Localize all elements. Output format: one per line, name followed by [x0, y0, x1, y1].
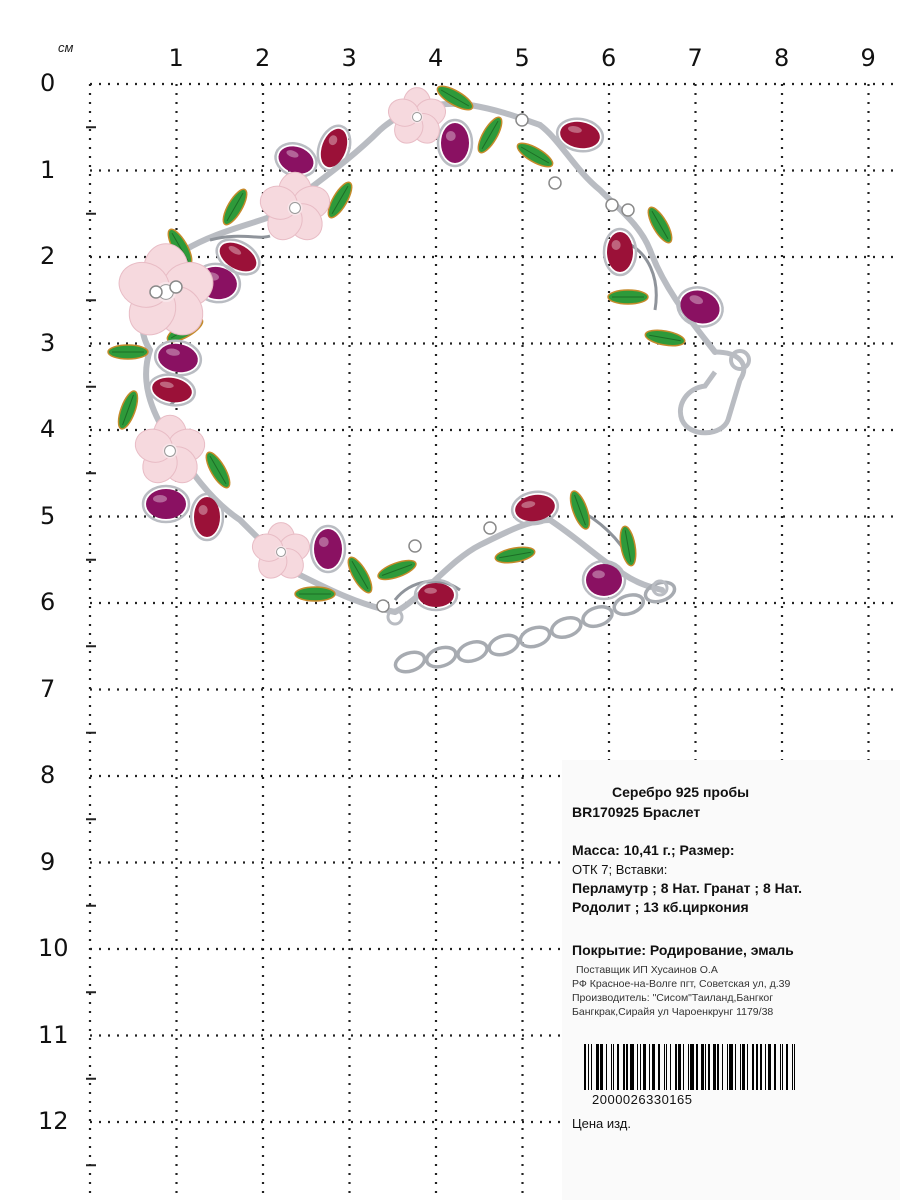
enamel-leaf — [618, 525, 639, 567]
enamel-leaf — [115, 389, 142, 431]
enamel-leaf — [202, 449, 234, 491]
enamel-leaf — [219, 186, 251, 228]
barcode-bar — [727, 1044, 728, 1090]
y-axis-label: 4 — [40, 415, 56, 443]
gemstone — [438, 120, 472, 166]
tag-manufacturer: Производитель: "Сисом"Таиланд,Бангког — [572, 992, 774, 1004]
gem-highlight — [319, 537, 329, 547]
x-axis-label: 4 — [428, 44, 444, 72]
barcode-number: 2000026330165 — [592, 1092, 693, 1107]
barcode-bar — [690, 1044, 694, 1090]
cubic-zirconia — [484, 522, 496, 534]
cubic-zirconia — [622, 204, 634, 216]
flower-zircon — [277, 548, 286, 557]
enamel-leaf — [644, 328, 686, 349]
barcode-bar — [630, 1044, 634, 1090]
flower-zircon — [165, 446, 176, 457]
y-axis-label: 12 — [38, 1107, 69, 1135]
cubic-zirconia — [377, 600, 389, 612]
gem-stone — [146, 489, 186, 519]
tag-inserts-label: ОТК 7; Вставки: — [572, 862, 668, 877]
barcode-bar — [747, 1044, 748, 1090]
y-axis-label: 10 — [38, 934, 69, 962]
gemstone — [583, 561, 625, 599]
enamel-leaf — [608, 290, 648, 304]
gem-stone — [607, 232, 633, 272]
flower-zircon — [290, 203, 301, 214]
silver-tendril — [210, 236, 270, 240]
barcode-bar — [701, 1044, 703, 1090]
barcode-bar — [596, 1044, 598, 1090]
y-axis-label: 7 — [40, 674, 56, 703]
barcode-bar — [643, 1044, 645, 1090]
barcode-bar — [613, 1044, 614, 1090]
barcode-bar — [782, 1044, 783, 1090]
gem-stone — [441, 123, 469, 163]
tag-supplier: Поставщик ИП Хусаинов О.А — [576, 964, 718, 976]
barcode-bar — [688, 1044, 689, 1090]
bracelet-image — [108, 82, 749, 675]
y-axis-label: 8 — [40, 761, 56, 789]
gemstone — [143, 486, 189, 522]
unit-label: см — [58, 40, 74, 55]
chain-link — [455, 638, 489, 664]
enamel-leaf — [644, 204, 676, 246]
x-axis-label: 7 — [687, 44, 703, 72]
barcode-bar — [740, 1044, 741, 1090]
barcode-bar — [649, 1044, 650, 1090]
barcode-bar — [617, 1044, 619, 1090]
gem-highlight — [446, 131, 456, 141]
barcode-bar — [623, 1044, 625, 1090]
y-axis-label: 3 — [40, 328, 56, 357]
barcode-bar — [600, 1044, 604, 1090]
x-axis-label: 8 — [774, 44, 790, 72]
barcode — [584, 1044, 798, 1090]
barcode-bar — [626, 1044, 627, 1090]
gemstone — [311, 526, 345, 572]
barcode-bar — [591, 1044, 592, 1090]
enamel-leaf — [567, 489, 594, 531]
x-axis-label: 3 — [341, 44, 357, 72]
gem-stone — [314, 529, 342, 569]
gem-highlight — [612, 240, 621, 250]
barcode-bar — [611, 1044, 612, 1090]
cubic-zirconia — [150, 286, 162, 298]
barcode-bar — [742, 1044, 744, 1090]
barcode-bar — [780, 1044, 781, 1090]
chain-link — [393, 649, 427, 675]
cubic-zirconia — [409, 540, 421, 552]
tag-coating: Покрытие: Родирование, эмаль — [572, 942, 794, 958]
cubic-zirconia — [516, 114, 528, 126]
price-label: Цена изд. — [572, 1116, 632, 1131]
barcode-bar — [705, 1044, 706, 1090]
cubic-zirconia — [549, 177, 561, 189]
gem-stone — [194, 497, 220, 537]
y-axis-label: 0 — [40, 69, 56, 97]
barcode-bar — [584, 1044, 586, 1090]
barcode-bar — [675, 1044, 677, 1090]
barcode-bar — [794, 1044, 795, 1090]
barcode-bar — [666, 1044, 667, 1090]
y-axis-label: 1 — [40, 155, 56, 184]
tag-address: РФ Красное-на-Волге пгт, Советская ул, д.39 — [572, 978, 791, 990]
barcode-bar — [729, 1044, 733, 1090]
barcode-bar — [678, 1044, 680, 1090]
barcode-bar — [606, 1044, 607, 1090]
chain-link — [549, 614, 583, 640]
barcode-bar — [652, 1044, 656, 1090]
chain-link — [424, 644, 458, 670]
gemstone — [191, 494, 223, 540]
barcode-bar — [696, 1044, 697, 1090]
gemstone — [604, 229, 636, 275]
barcode-bar — [768, 1044, 772, 1090]
barcode-bar — [658, 1044, 660, 1090]
x-axis-label: 1 — [168, 44, 184, 72]
chain-link — [487, 632, 521, 658]
barcode-bar — [722, 1044, 723, 1090]
chain-link — [518, 624, 552, 650]
y-axis-label: 6 — [40, 588, 56, 616]
tag-manufacturer-address: Бангкрак,Сирайя ул Чароенкрунг 1179/38 — [572, 1006, 774, 1018]
tag-inserts-2: Родолит ; 13 кб.циркония — [572, 899, 749, 915]
barcode-bar — [735, 1044, 736, 1090]
x-axis-label: 2 — [255, 44, 271, 72]
enamel-leaf — [474, 114, 506, 156]
enamel-leaf — [376, 557, 418, 584]
x-axis-label: 5 — [514, 44, 530, 72]
gem-stone — [586, 564, 622, 596]
y-axis-label: 5 — [40, 501, 56, 530]
mother-of-pearl-flower — [113, 244, 219, 344]
barcode-bar — [670, 1044, 671, 1090]
gem-stone — [418, 583, 454, 607]
cubic-zirconia — [606, 199, 618, 211]
enamel-leaf — [494, 545, 536, 566]
tag-inserts-1: Перламутр ; 8 Нат. Гранат ; 8 Нат. — [572, 880, 803, 896]
gem-highlight — [153, 495, 167, 503]
barcode-bar — [708, 1044, 709, 1090]
tag-article: BR170925 Браслет — [572, 804, 701, 820]
x-axis-label: 9 — [860, 44, 876, 72]
barcode-bar — [683, 1044, 684, 1090]
gem-highlight — [199, 505, 208, 515]
cubic-zirconia — [170, 281, 182, 293]
gem-highlight — [424, 588, 437, 594]
barcode-bar — [765, 1044, 766, 1090]
y-axis-label: 2 — [40, 242, 56, 270]
barcode-bar — [786, 1044, 788, 1090]
barcode-bar — [640, 1044, 641, 1090]
tag-metal: Серебро 925 пробы — [612, 784, 750, 800]
y-axis-label: 11 — [38, 1020, 69, 1049]
mother-of-pearl-flower — [385, 88, 449, 149]
barcode-bar — [637, 1044, 638, 1090]
barcode-bar — [774, 1044, 776, 1090]
barcode-bar — [717, 1044, 719, 1090]
gemstone — [415, 580, 457, 610]
barcode-bar — [792, 1044, 793, 1090]
tag-weight: Масса: 10,41 г.; Размер: — [572, 842, 735, 858]
gemstone — [152, 337, 203, 378]
enamel-leaf — [295, 587, 335, 601]
barcode-bar — [713, 1044, 715, 1090]
y-axis-label: 9 — [40, 847, 56, 876]
enamel-leaf — [514, 139, 556, 171]
barcode-bar — [760, 1044, 761, 1090]
barcode-bar — [756, 1044, 758, 1090]
x-axis-label: 6 — [601, 44, 617, 72]
gem-highlight — [592, 570, 605, 578]
barcode-bar — [752, 1044, 754, 1090]
barcode-bar — [664, 1044, 665, 1090]
flower-zircon — [413, 113, 422, 122]
barcode-bar — [588, 1044, 589, 1090]
enamel-leaf — [108, 345, 148, 359]
